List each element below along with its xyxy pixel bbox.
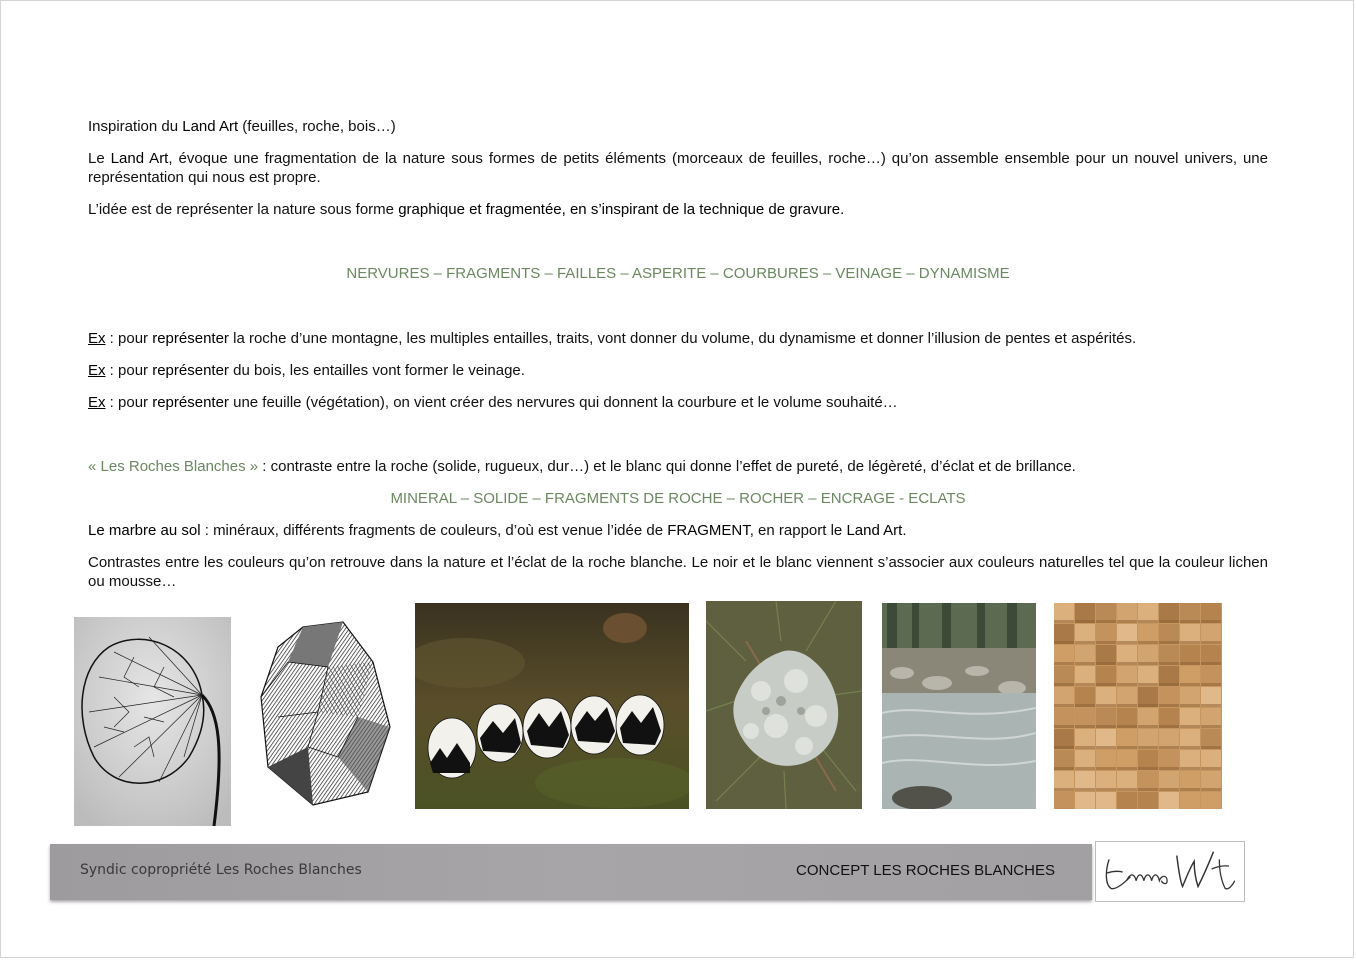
marbre-paragraph: Le marbre au sol : minéraux, différents fragments de couleurs, d’où est venue l’idée de FRAGMENT, en rapport le Land Art.	[88, 522, 907, 539]
example-rock: Ex : pour représenter la roche d’une montagne, les multiples entailles, traits, vont donner du volume, du dynamisme et donner l’illusion de pentes et aspérités.	[88, 330, 1137, 347]
footer-bar	[50, 844, 1092, 900]
intro-paragraph-land-art: Le Land Art, évoque une fragmentation de la nature sous formes de petits éléments (morceaux de feuilles, roche…) qu’on assemble ensemble pour un nouvel univers, une représentation qui nous est propre.	[88, 150, 1268, 186]
signature-logo-drawing	[1096, 842, 1244, 901]
keywords-nervures: NERVURES – FRAGMENTS – FAILLES – ASPERITE – COURBURES – VEINAGE – DYNAMISME	[346, 265, 1010, 282]
intro-paragraph-idea: L’idée est de représenter la nature sous forme graphique et fragmentée, en s’inspirant de la technique de gravure.	[88, 201, 845, 218]
example-leaf: Ex : pour représenter une feuille (végétation), on vient créer des nervures qui donnent la courbure et le volume souhaité…	[88, 394, 898, 411]
engraved-rock-illustration	[258, 617, 392, 806]
river-photo	[882, 603, 1036, 809]
roches-blanches-paragraph: « Les Roches Blanches » : contraste entre la roche (solide, rugueux, dur…) et le blanc qui donne l’effet de pureté, de légèreté, d’éclat et de brillance.	[88, 458, 1076, 475]
intro-line: Inspiration du Land Art (feuilles, roche, bois…)	[88, 118, 396, 135]
contrastes-paragraph: Contrastes entre les couleurs qu’on retrouve dans la nature et l’éclat de la roche blanche. Le noir et le blanc viennent s’associer aux couleurs naturelles tel que la couleur lichen ou mousse…	[88, 554, 1268, 590]
footer-concept-title: CONCEPT LES ROCHES BLANCHES	[796, 862, 1055, 879]
example-wood: Ex : pour représenter du bois, les entailles vont former le veinage.	[88, 362, 525, 379]
engraved-eggs-photo	[415, 603, 689, 809]
lichen-photo	[706, 601, 862, 809]
wood-mosaic-photo	[1054, 603, 1222, 809]
leaf-skeleton-photo	[74, 617, 231, 826]
signature-logo	[1095, 841, 1245, 902]
keywords-mineral: MINERAL – SOLIDE – FRAGMENTS DE ROCHE – ROCHER – ENCRAGE - ECLATS	[390, 490, 966, 507]
footer-syndic-label: Syndic copropriété Les Roches Blanches	[80, 862, 362, 878]
